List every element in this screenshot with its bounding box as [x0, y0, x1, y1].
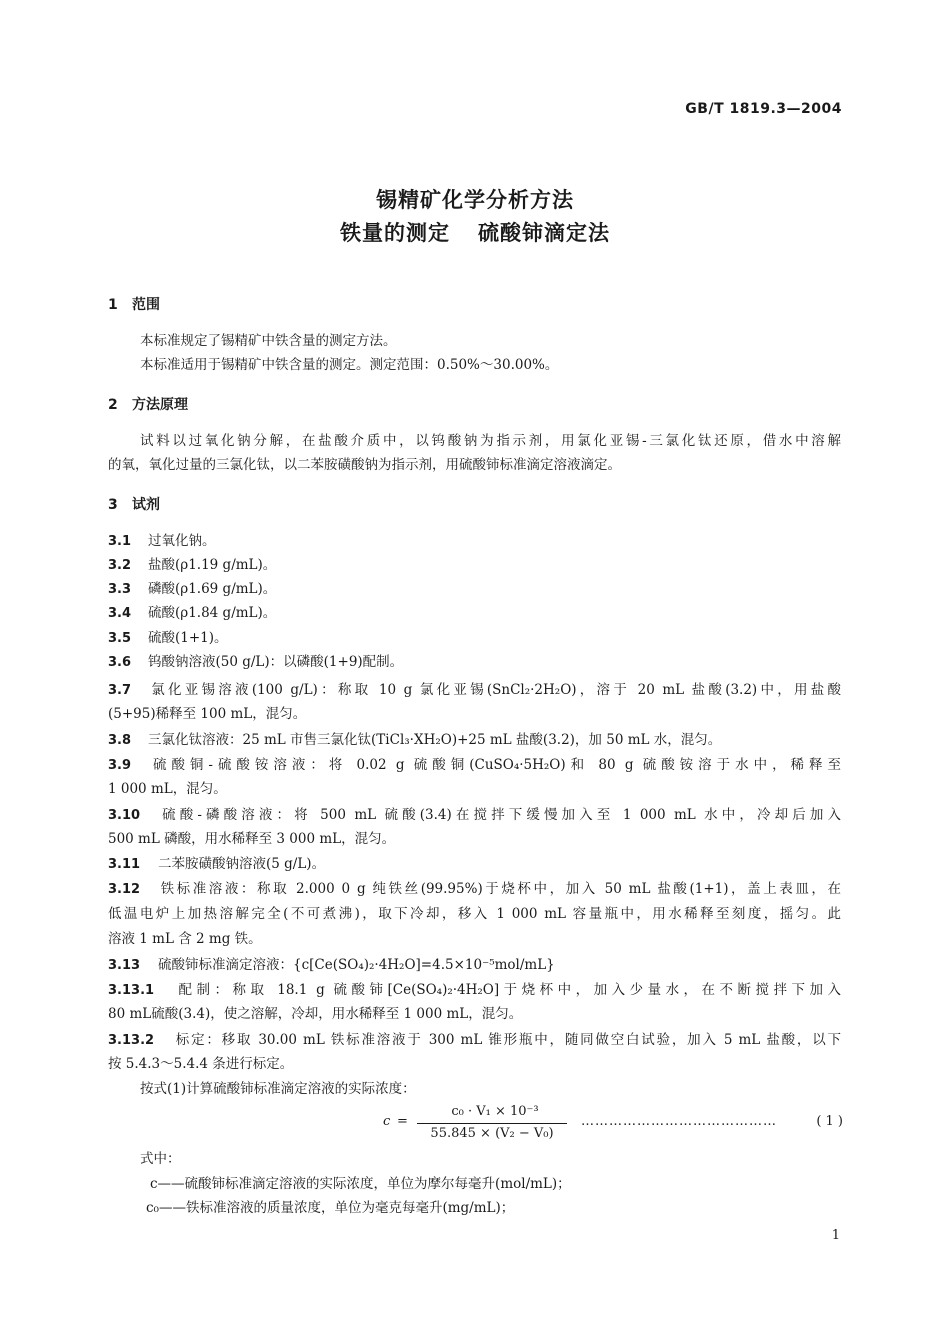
formula-intro: 按式(1)计算硫酸铈标准滴定溶液的实际浓度： — [140, 1081, 416, 1097]
reagent-item-continuation: 1 000 mL，混匀。 — [108, 781, 227, 797]
item-number: 3.13.2 — [108, 1033, 155, 1048]
item-text: 磷酸(ρ1.69 g/mL)。 — [148, 581, 277, 597]
formula-lhs: c — [383, 1114, 391, 1129]
reagent-item — [108, 854, 841, 875]
item-text: 标定：移取 30.00 mL 铁标准溶液于 300 mL 锥形瓶中，随同做空白试验，加入 5 mL 盐酸，以下 — [174, 1032, 841, 1048]
item-number: 3.13 — [108, 958, 141, 973]
reagent-item — [108, 579, 841, 600]
reagent-item — [108, 531, 841, 552]
item-number: 3.4 — [108, 606, 132, 621]
page-number: 1 — [831, 1228, 840, 1243]
item-text: 配制：称取 18.1 g 硫酸铈[Ce(SO₄)₂·4H₂O]于烧杯中，加入少量水，在不断搅拌下加入 — [174, 982, 841, 998]
item-number: 3.10 — [108, 808, 141, 823]
reagent-item — [108, 1030, 841, 1051]
reagent-item — [108, 955, 841, 976]
item-text: 三氯化钛溶液：25 mL 市售三氯化钛(TiCl₃·XH₂O)+25 mL 盐酸(3.2)，加 50 mL 水，混匀。 — [148, 732, 722, 748]
reagent-item — [108, 879, 841, 900]
reagent-item — [108, 652, 841, 673]
document-title-line1: 锡精矿化学分析方法 — [376, 188, 574, 212]
item-number: 3.8 — [108, 733, 132, 748]
variable-definition: c₀——铁标准溶液的质量浓度，单位为毫克每毫升(mg/mL)； — [146, 1200, 515, 1216]
item-text: 钨酸钠溶液(50 g/L)：以磷酸(1+9)配制。 — [148, 654, 404, 670]
reagent-item — [108, 680, 841, 701]
item-number: 3.12 — [108, 882, 141, 897]
section-title: 方法原理 — [132, 397, 188, 413]
section-number: 3 — [108, 497, 118, 513]
reagent-item-continuation: 按 5.4.3～5.4.4 条进行标定。 — [108, 1056, 294, 1072]
leader-dots: …………………………………… — [581, 1114, 777, 1129]
item-number: 3.5 — [108, 631, 132, 646]
section-number: 2 — [108, 397, 118, 413]
item-text: 硫酸-磷酸溶液：将 500 mL 硫酸(3.4)在搅拌下缓慢加入至 1 000 mL 水中，冷却后加入 — [158, 807, 841, 823]
paragraph: 本标准适用于锡精矿中铁含量的测定。测定范围：0.50%～30.00%。 — [140, 357, 559, 373]
item-text: 硫酸铈标准滴定溶液：{c[Ce(SO₄)₂·4H₂O]=4.5×10⁻⁵mol/mL} — [158, 957, 555, 973]
formula-equals: = — [397, 1114, 408, 1129]
paragraph: 试料以过氧化钠分解，在盐酸介质中，以钨酸钠为指示剂，用氯化亚锡-三氯化钛还原，借水中溶解 — [140, 433, 841, 449]
equation-1 — [383, 1103, 843, 1143]
reagent-item-continuation: 溶液 1 mL 含 2 mg 铁。 — [108, 931, 262, 947]
section-number: 1 — [108, 297, 118, 313]
item-number: 3.1 — [108, 534, 132, 549]
reagent-item — [108, 555, 841, 576]
formula-numerator: c₀ · V₁ × 10⁻³ — [451, 1104, 539, 1119]
reagent-item-continuation: 500 mL 磷酸，用水稀释至 3 000 mL，混匀。 — [108, 831, 396, 847]
title-part1: 铁量的测定 — [340, 221, 450, 245]
document-title-line2 — [0, 217, 950, 247]
paragraph: 的氧，氧化过量的三氯化钛，以二苯胺磺酸钠为指示剂，用硫酸铈标准滴定溶液滴定。 — [108, 457, 621, 473]
equation-number: ( 1 ) — [816, 1114, 843, 1129]
item-text: 二苯胺磺酸钠溶液(5 g/L)。 — [158, 856, 326, 872]
variable-definition: c——硫酸铈标准滴定溶液的实际浓度，单位为摩尔每毫升(mol/mL)； — [150, 1176, 571, 1192]
item-number: 3.2 — [108, 558, 132, 573]
item-text: 铁标准溶液：称取 2.000 0 g 纯铁丝(99.95%)于烧杯中，加入 50 mL 盐酸(1+1)，盖上表皿，在 — [158, 881, 841, 897]
formula-denominator: 55.845 × (V₂ − V₀) — [430, 1126, 554, 1141]
section-heading-1 — [108, 294, 160, 314]
item-number: 3.11 — [108, 857, 141, 872]
item-number: 3.9 — [108, 758, 132, 773]
reagent-item-continuation: (5+95)稀释至 100 mL，混匀。 — [108, 706, 307, 722]
fraction-bar — [417, 1123, 567, 1124]
section-heading-2 — [108, 394, 188, 414]
reagent-item — [108, 628, 841, 649]
title-part2: 硫酸铈滴定法 — [478, 221, 610, 245]
reagent-item-continuation: 80 mL硫酸(3.4)，使之溶解，冷却，用水稀释至 1 000 mL，混匀。 — [108, 1006, 523, 1022]
reagent-item — [108, 755, 841, 776]
section-title: 范围 — [132, 297, 160, 313]
reagent-item — [108, 603, 841, 624]
reagent-item — [108, 805, 841, 826]
reagent-item — [108, 730, 841, 751]
standard-code: GB/T 1819.3—2004 — [685, 101, 842, 117]
item-text: 硫酸(1+1)。 — [148, 630, 228, 646]
where-label: 式中： — [140, 1151, 181, 1167]
reagent-item-continuation: 低温电炉上加热溶解完全(不可煮沸)，取下冷却，移入 1 000 mL 容量瓶中，用水稀释至刻度，摇匀。此 — [108, 906, 841, 922]
item-text: 硫酸(ρ1.84 g/mL)。 — [148, 605, 277, 621]
section-heading-3 — [108, 494, 160, 514]
paragraph: 本标准规定了锡精矿中铁含量的测定方法。 — [140, 333, 397, 349]
item-text: 氯化亚锡溶液(100 g/L)：称取 10 g 氯化亚锡(SnCl₂·2H₂O)，溶于 20 mL 盐酸(3.2)中，用盐酸 — [148, 682, 841, 698]
item-number: 3.6 — [108, 655, 132, 670]
reagent-item — [108, 980, 841, 1001]
item-number: 3.13.1 — [108, 983, 155, 998]
item-text: 盐酸(ρ1.19 g/mL)。 — [148, 557, 277, 573]
item-number: 3.7 — [108, 683, 132, 698]
item-text: 硫酸铜-硫酸铵溶液：将 0.02 g 硫酸铜(CuSO₄·5H₂O)和 80 g 硫酸铵溶于水中，稀释至 — [148, 757, 841, 773]
item-number: 3.3 — [108, 582, 132, 597]
section-title: 试剂 — [132, 497, 160, 513]
item-text: 过氧化钠。 — [148, 533, 216, 549]
